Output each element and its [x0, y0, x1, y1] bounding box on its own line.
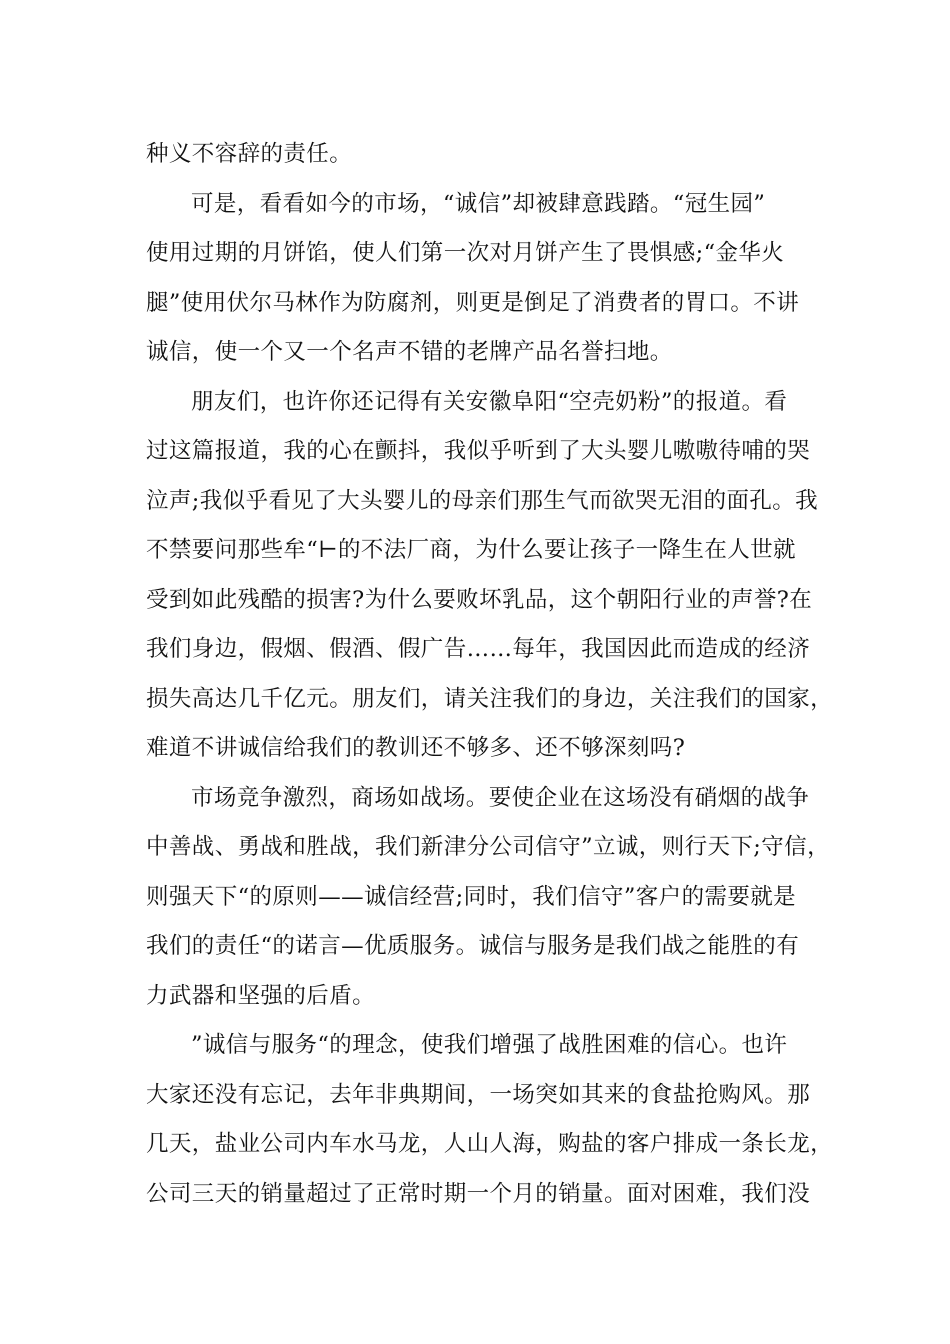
text-line: 过这篇报道，我的心在颤抖，我似乎听到了大头婴儿嗷嗷待哺的哭	[146, 438, 811, 464]
text-line: 中善战、勇战和胜战，我们新津分公司信守”立诚，则行天下;守信，	[146, 834, 830, 860]
text-line: 大家还没有忘记，去年非典期间，一场突如其来的食盐抢购风。那	[146, 1081, 811, 1108]
text-line: 腿”使用伏尔马林作为防腐剂，则更是倒足了消费者的胃口。不讲	[146, 289, 800, 316]
text-line: 公司三天的销量超过了正常时期一个月的销量。面对困难，我们没	[146, 1180, 811, 1207]
text-line: 可是，看看如今的市场，“诚信”却被肆意践踏。“冠生园”	[191, 190, 766, 217]
text-line: 诚信，使一个又一个名声不错的老牌产品名誉扫地。	[146, 339, 673, 365]
text-line: 损失高达几千亿元。朋友们，请关注我们的身边，关注我们的国家，	[146, 685, 834, 712]
text-line: 朋友们，也许你还记得有关安徽阜阳“空壳奶粉”的报道。看	[191, 388, 788, 415]
text-line: 我们的责任“的诺言—优质服务。诚信与服务是我们战之能胜的有	[146, 933, 800, 959]
text-line: 力武器和坚强的后盾。	[146, 982, 376, 1009]
text-line: 不禁要问那些牟“⊢的不法厂商，为什么要让孩子一降生在人世就	[146, 537, 796, 563]
document-body	[146, 130, 834, 1219]
text-line: 市场竞争激烈，商场如战场。要使企业在这场没有硝烟的战争	[191, 784, 810, 811]
text-line: 难道不讲诚信给我们的教训还不够多、还不够深刻吗?	[146, 735, 686, 761]
text-line: 受到如此残酷的损害?为什么要败坏乳品，这个朝阳行业的声誉?在	[146, 586, 813, 613]
text-line: 我们身边，假烟、假酒、假广告……每年，我国因此而造成的经济	[146, 636, 811, 662]
text-line: 种义不容辞的责任。	[146, 141, 353, 167]
text-line: 则强天下“的原则——诚信经营;同时，我们信守”客户的需要就是	[146, 883, 797, 910]
text-line: 使用过期的月饼馅，使人们第一次对月饼产生了畏惧感;“金华火	[146, 240, 785, 266]
text-line: ”诚信与服务“的理念，使我们增强了战胜困难的信心。也许	[191, 1032, 788, 1058]
text-line: 泣声;我似乎看见了大头婴儿的母亲们那生气而欲哭无泪的面孔。我	[146, 487, 819, 514]
text-line: 几天，盐业公司内车水马龙，人山人海，购盐的客户排成一条长龙，	[146, 1131, 834, 1157]
